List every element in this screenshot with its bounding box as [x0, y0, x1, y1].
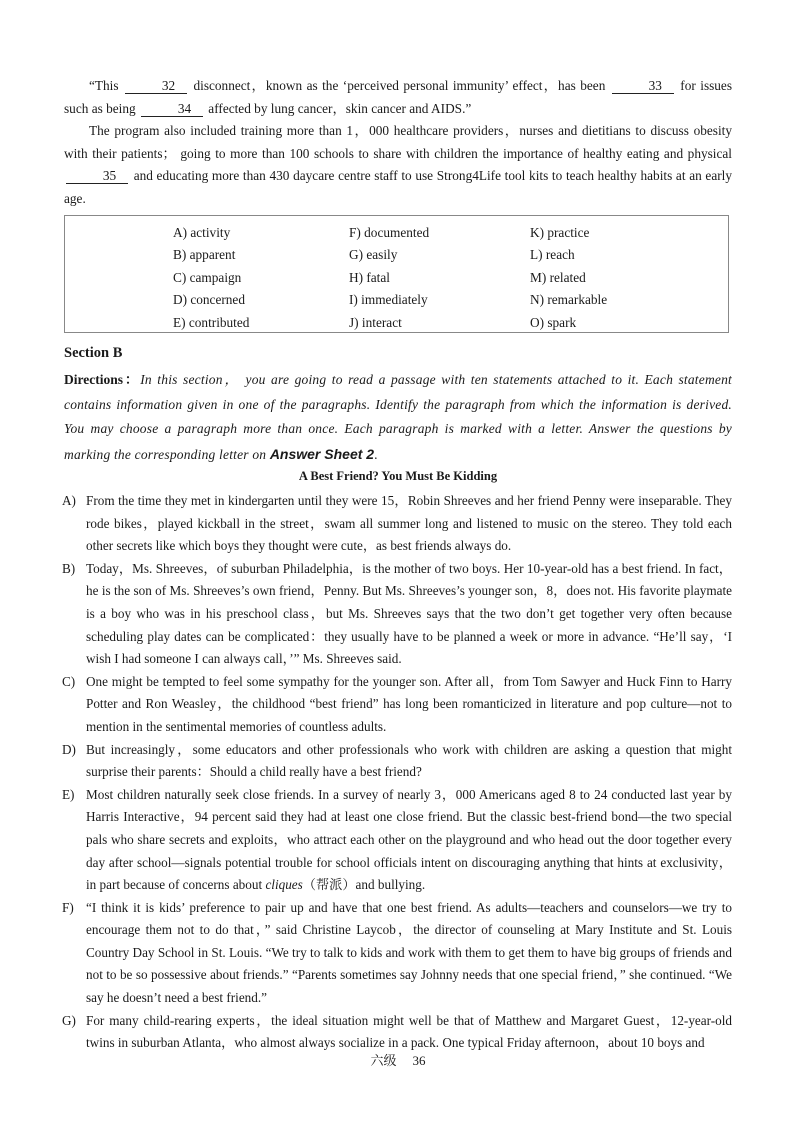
paragraph-label: D) [62, 741, 76, 757]
blank-34[interactable]: 34 [141, 101, 203, 117]
word-option: I) immediately [349, 292, 428, 308]
paragraph-label: A) [62, 493, 76, 508]
word-bank-column-2 [349, 222, 429, 334]
paragraph-text: From the time they met in kindergarten until they were 15，Robin Shreeves and her friend Penny were inseparable. They rode bikes，played kickball in the street，swam all summer long and listened to music on the stereo. They told each other secrets like which boys they thought were cute，as best friends always do. [86, 493, 732, 554]
paragraph-d [64, 739, 732, 784]
text: and educating more than 430 daycare centre staff to use Strong4Life tool kits to teach healthy habits at an early age. [64, 168, 733, 206]
page-number: 36 [412, 1053, 426, 1068]
blank-33[interactable]: 33 [612, 78, 674, 94]
passage-paragraph-quote [64, 75, 732, 120]
word-option: J) interact [349, 314, 402, 330]
text: . [374, 446, 378, 462]
footer-label: 六级 [370, 1053, 397, 1068]
directions-label: Directions： [64, 372, 141, 387]
word-option: N) remarkable [530, 292, 608, 308]
text: The program also included training more than 1，000 healthcare providers，nurses and dietitians to discuss obesity with their patients； going to more than 100 schools to share with children the importance of healthy eating and physical [64, 123, 732, 161]
directions [64, 368, 732, 467]
word-option: G) easily [349, 247, 398, 263]
word-option: A) activity [173, 225, 231, 240]
paragraph-g [64, 1010, 732, 1055]
paragraph-text: Most children naturally seek close friends. In a survey of nearly 3，000 Americans aged 8 to 24 conducted last year by Harris Interactive，94 percent said they had at least one close friend. But the classic best-friend bond—the two special pals who share secrets and exploits，who attract each other on the playground and who head out the door together every day after school—signals potential trouble for school officials intent on discouraging anything that hints at exclusivity，in part because of concerns about [86, 786, 732, 893]
word-option: D) concerned [173, 292, 245, 308]
paragraph-c [64, 671, 732, 739]
blank-35[interactable]: 35 [66, 168, 128, 184]
directions-text: In this section， you are going to read a passage with ten statements attached to it. Each statement contains information given in one of the paragraphs. Identify the paragraph from which the information is derived. You may choose a paragraph more than once. Each paragraph is marked with a letter. Answer the questions by marking the corresponding letter on [64, 372, 732, 462]
paragraph-text: But increasingly，some educators and other professionals who work with children are asking a question that might surprise their parents：Should a child really have a best friend? [86, 741, 732, 780]
paragraph-e [64, 784, 732, 897]
word-bank-box [64, 215, 729, 333]
paragraph-label: G) [62, 1012, 76, 1028]
text: disconnect，known as the ‘perceived personal immunity’ effect，has been [193, 78, 606, 93]
word-bank-column-1 [173, 222, 249, 334]
paragraph-text: （帮派）and bullying. [302, 877, 426, 893]
text: for issues such as being [64, 78, 733, 116]
paragraph-text: Today，Ms. Shreeves，of suburban Philadelphia，is the mother of two boys. Her 10-year-old has a best friend. In fact，he is the son of Ms. Shreeves’s own friend，Penny. But Ms. Shreeves’s younger son，8，does not. His favorite playmate is a boy who was in his preschool class，but Ms. Shreeves says that the two don’t get together very often because scheduling play dates can be complicated：they usually have to be planned a week or more in advance. “He’ll say，‘I wish I had someone I can always call，’” Ms. Shreeves said. [86, 560, 732, 667]
word-option: B) apparent [173, 247, 236, 263]
paragraph-a [64, 490, 732, 558]
paragraph-f [64, 897, 732, 1010]
text: affected by lung cancer，skin cancer and AIDS.” [208, 100, 472, 116]
paragraph-text: For many child-rearing experts，the ideal situation might well be that of Matthew and Margaret Guest，12-year-old twins in suburban Atlanta，who almost always socialize in a pack. One typical Friday afternoon，about 10 boys and [86, 1012, 732, 1051]
paragraph-text: “I think it is kids’ preference to pair up and have that one best friend. As adults—teachers and counselors—we try to encourage them not to do that，” said Christine Laycob，the director of counseling at Mary Institute and St. Louis Country Day School in St. Louis. “We try to talk to kids and work with them to get them to have big groups of friends and not to be so possessive about friends.” “Parents sometimes say Johnny needs that one special friend，” she continued. “We say he doesn’t need a best friend.” [86, 899, 732, 1006]
paragraph-label: F) [62, 899, 74, 915]
word-option: F) documented [349, 225, 430, 240]
paragraph-b [64, 558, 732, 671]
paragraph-label: E) [62, 786, 75, 802]
page-footer [64, 1050, 732, 1069]
word-bank-column-3 [530, 222, 607, 334]
passage-paragraph-program [64, 120, 732, 210]
word-option: M) related [530, 269, 586, 285]
paragraph-label: B) [62, 560, 76, 576]
article-paragraphs [64, 490, 732, 1055]
paragraph-label: C) [62, 673, 76, 689]
word-option: L) reach [530, 247, 575, 263]
paragraph-text: One might be tempted to feel some sympathy for the younger son. After all，from Tom Sawyer and Huck Finn to Harry Potter and Ron Weasley，the childhood “best friend” has long been romanticized in literature and pop culture—not to mention in the sentimental memories of countless adults. [86, 673, 732, 734]
word-option: K) practice [530, 225, 590, 240]
word-option: C) campaign [173, 269, 242, 285]
answer-sheet-ref: Answer Sheet 2 [269, 445, 375, 462]
blank-32[interactable]: 32 [125, 78, 187, 94]
word-option: O) spark [530, 314, 577, 330]
text: “This [89, 78, 119, 93]
word-option: H) fatal [349, 269, 390, 285]
word-option: E) contributed [173, 314, 250, 330]
italic-term: cliques [265, 877, 303, 893]
section-title: Section B [64, 345, 123, 361]
article-title: A Best Friend? You Must Be Kidding [298, 469, 498, 483]
